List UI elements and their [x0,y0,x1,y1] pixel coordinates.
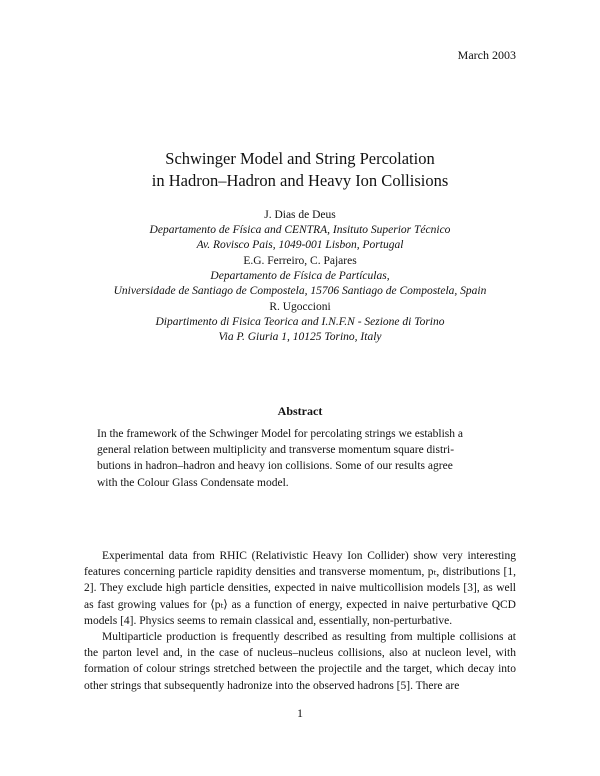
author-affiliation: Departamento de Física and CENTRA, Insituto Superior Técnico [149,224,451,236]
abstract-line: In the framework of the Schwinger Model for percolating strings we establish a [97,428,463,440]
author-name: J. Dias de Deus [264,209,336,221]
abstract-line: with the Colour Glass Condensate model. [97,476,289,489]
author-block-3 [0,300,600,345]
paper-title [0,148,600,192]
author-affiliation: Departamento de Física de Partículas, [210,270,390,282]
title-line-2: in Hadron–Hadron and Heavy Ion Collisions [151,171,449,190]
preprint-date: March 2003 [457,48,516,62]
abstract-line: butions in hadron–hadron and heavy ion collisions. Some of our results agree [97,460,453,473]
abstract-text [97,426,503,491]
page-number: 1 [297,706,303,720]
author-block-1 [0,208,600,253]
author-address: Via P. Giuria 1, 10125 Torino, Italy [218,331,382,343]
author-name: E.G. Ferreiro, C. Pajares [243,255,357,267]
body-paragraph-2: Multiparticle production is frequently described as resulting from multiple collisions at the parton level and, in the case of nucleus–nucleus collisions, also at nucleon level, with formation of colour strings stretched between the projectile and the target, which decay into other strings that subsequently hadronize into the observed hadrons [5]. There are [84,631,516,692]
author-address: Universidade de Santiago de Compostela, 15706 Santiago de Compostela, Spain [113,285,487,297]
body-text [84,548,516,694]
abstract-line: general relation between multiplicity and transverse momentum square distri- [97,444,455,457]
body-paragraph-1: Experimental data from RHIC (Relativistic Heavy Ion Collider) show very interesting features concerning particle rapidity densities and transverse momentum, pₜ, distributions [1, 2]. They exclude high particle densities, expected in naive multicollision models [3], as well as fast growing values for ⟨pₜ⟩ as a function of energy, expected in naive perturbative QCD models [4]. Physics seems to remain classical and, essentially, non-perturbative. [84,550,516,627]
author-affiliation: Dipartimento di Fisica Teorica and I.N.F.N - Sezione di Torino [155,316,445,328]
author-block-2 [0,254,600,299]
author-name: R. Ugoccioni [269,301,331,313]
author-address: Av. Rovisco Pais, 1049-001 Lisbon, Portugal [196,239,404,251]
abstract-heading: Abstract [277,404,323,418]
title-line-1: Schwinger Model and String Percolation [165,149,435,168]
